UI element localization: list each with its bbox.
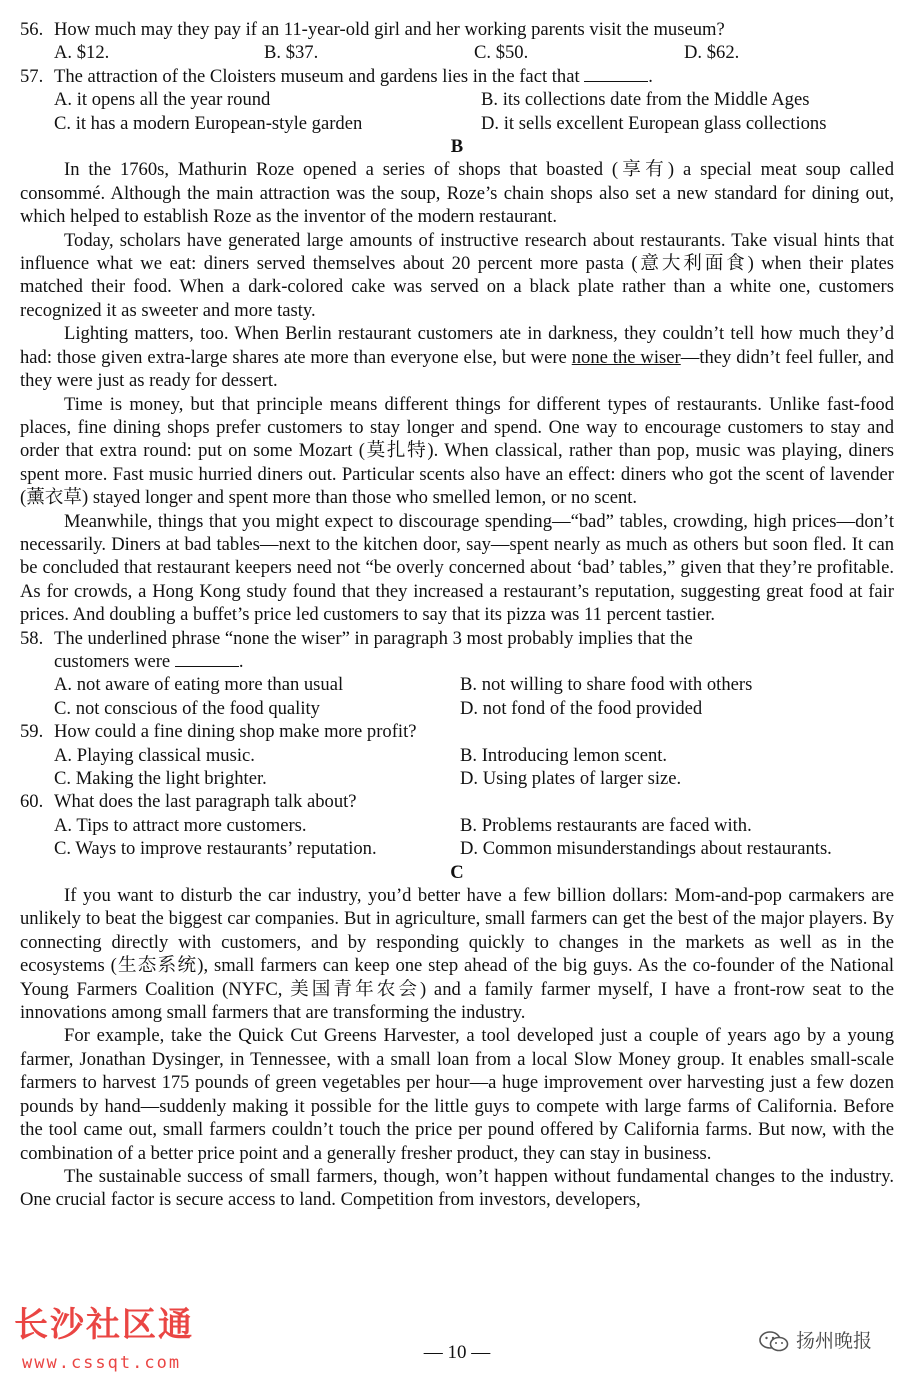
option-b: B. its collections date from the Middle Ages xyxy=(481,89,810,111)
option-d: D. Using plates of larger size. xyxy=(460,768,682,789)
question-60 xyxy=(20,790,894,813)
watermark-logo-text: 长沙社区通 xyxy=(14,1305,194,1345)
section-heading-c: C xyxy=(450,861,464,883)
watermark-account xyxy=(758,1330,872,1354)
passage-c-paragraph-3: The sustainable success of small farmers, though, won’t happen without fundamental changes to the industry. One crucial factor is secure access to land. Competition from investors, developers, xyxy=(20,1165,894,1211)
paragraph-text: —they didn’t feel fuller, and they were just as ready for dessert. xyxy=(20,346,894,392)
question-57-options-row2 xyxy=(20,112,894,135)
underlined-phrase: none the wiser xyxy=(571,346,681,368)
question-57-options-row1 xyxy=(20,88,894,111)
option-a: A. it opens all the year round xyxy=(54,89,271,111)
option-c: C. not conscious of the food quality xyxy=(54,697,320,719)
exam-page xyxy=(20,18,894,1212)
question-58 xyxy=(20,627,894,650)
question-text-end: . xyxy=(648,65,653,87)
passage-b-paragraph-2: Today, scholars have generated large amounts of instructive research about restaurants. Take visual hints that influence what we eat: diners served themselves about 20 percent more pasta (意大利面食) when their plates matched their food. When a dark-colored cake was served on a black plate rather than a white one, customers recognized it as sweeter and more tasty. xyxy=(20,229,894,321)
option-d: D. it sells excellent European glass collections xyxy=(481,112,827,134)
option-d: D. Common misunderstandings about restaurants. xyxy=(460,838,832,860)
question-59-options-row1 xyxy=(20,744,894,767)
option-c: C. $50. xyxy=(474,42,529,64)
question-58-options-row2 xyxy=(20,697,894,720)
question-60-options-row1 xyxy=(20,814,894,837)
question-number: 58. xyxy=(20,627,44,649)
question-58-options-row1 xyxy=(20,673,894,696)
question-number: 56. xyxy=(20,19,44,40)
question-56 xyxy=(20,18,894,41)
option-b: B. Problems restaurants are faced with. xyxy=(460,814,752,836)
page-number: — 10 — xyxy=(423,1342,491,1363)
question-text: What does the last paragraph talk about? xyxy=(54,791,357,813)
question-57 xyxy=(20,65,894,88)
question-number: 59. xyxy=(20,721,44,743)
question-60-options-row2 xyxy=(20,837,894,860)
option-b: B. not willing to share food with others xyxy=(460,674,753,696)
option-d: D. $62. xyxy=(684,42,740,64)
question-59-options-row2 xyxy=(20,767,894,790)
option-a: A. Tips to attract more customers. xyxy=(54,814,307,836)
passage-b-paragraph-4: Time is money, but that principle means different things for different types of restaurants. Unlike fast-food places, fine dining shops prefer customers to stay longer and spend. One way to encourage customers to stay and order that extra round: put on some Mozart (莫扎特). When classical, rather than pop, music was playing, diners spent more. Fast music hurried diners out. Particular scents also have an effect: diners who got the scent of lavender (薰衣草) stayed longer and spent more than those who smelled lemon, or no scent. xyxy=(20,393,894,509)
watermark-account-name: 扬州晚报 xyxy=(796,1330,873,1353)
question-59 xyxy=(20,720,894,743)
option-b: B. Introducing lemon scent. xyxy=(460,744,668,766)
question-56-options xyxy=(20,41,894,64)
option-a: A. Playing classical music. xyxy=(54,744,255,766)
answer-blank xyxy=(175,650,239,667)
question-58-continued xyxy=(20,650,894,673)
passage-c-paragraph-2: For example, take the Quick Cut Greens Harvester, a tool developed just a couple of years ago by a young farmer, Jonathan Dysinger, in Tennessee, with a small loan from a local Slow Money group. It enables small-scale farmers to harvest 175 pounds of green vegetables per hour—a huge improvement over harvesting just a few dozen pounds by hand—suddenly making it possible for the little guys to compete with large farms of California. Before the tool came out, small farmers couldn’t touch the price per pound offered by California farms. But now, with the combination of a better price point and a generally fresher product, they can stay in business. xyxy=(20,1025,894,1164)
option-a: A. not aware of eating more than usual xyxy=(54,674,344,696)
question-text: How much may they pay if an 11-year-old girl and her working parents visit the museum? xyxy=(54,19,725,40)
option-c: C. Ways to improve restaurants’ reputation. xyxy=(54,838,377,860)
section-heading-b: B xyxy=(450,136,464,158)
option-c: C. it has a modern European-style garden xyxy=(54,112,363,134)
option-d: D. not fond of the food provided xyxy=(460,697,703,719)
option-a: A. $12. xyxy=(54,42,110,64)
watermark-url: www.cssqt.com xyxy=(22,1353,182,1373)
passage-b-paragraph-5: Meanwhile, things that you might expect to discourage spending—“bad” tables, crowding, high prices—don’t necessarily. Diners at bad tables—next to the kitchen door, say—spent nearly as much as others but soon fled. It can be concluded that restaurant keepers need not “be overly concerned about ‘bad’ tables,” given that they’re profitable. As for crowds, a Hong Kong study found that they increased a restaurant’s reputation, suggesting great food at fair prices. And doubling a buffet’s price led customers to say that its pizza was 11 percent tastier. xyxy=(20,510,894,626)
option-b: B. $37. xyxy=(264,42,319,64)
question-text: The underlined phrase “none the wiser” in paragraph 3 most probably implies that the xyxy=(54,627,693,649)
wechat-icon xyxy=(758,1330,790,1354)
question-text: customers were xyxy=(54,650,171,672)
question-number: 57. xyxy=(20,65,44,87)
option-c: C. Making the light brighter. xyxy=(54,768,267,789)
passage-c-paragraph-1: If you want to disturb the car industry, you’d better have a few billion dollars: Mom-and-pop carmakers are unlikely to beat the biggest car companies. But in agriculture, small farmers can get the best of the major players. By connecting directly with customers, and by responding quickly to changes in the markets as well as in the ecosystems (生态系统), small farmers can keep one step ahead of the big guys. As the co-founder of the National Young Farmers Coalition (NYFC, 美国青年农会) and a family farmer myself, I have a front-row seat to the innovations among small farmers that are transforming the industry. xyxy=(20,885,894,1024)
question-text-end: . xyxy=(238,650,244,672)
paragraph-text: Lighting matters, too. When Berlin restaurant customers ate in darkness, they couldn’t tell how much they’d had: those given extra-large shares ate more than everyone else, but were xyxy=(20,323,894,368)
passage-b-paragraph-1: In the 1760s, Mathurin Roze opened a series of shops that boasted (享有) a special meat soup called consommé. Although the main attraction was the soup, Roze’s chain shops also set a new standard for dining out, which helped to establish Roze as the inventor of the modern restaurant. xyxy=(20,159,894,228)
answer-blank xyxy=(584,65,648,82)
question-text: The attraction of the Cloisters museum and gardens lies in the fact that xyxy=(54,65,580,87)
passage-b-paragraph-3 xyxy=(20,322,894,392)
question-number: 60. xyxy=(20,791,44,813)
question-text: How could a fine dining shop make more profit? xyxy=(54,721,417,743)
